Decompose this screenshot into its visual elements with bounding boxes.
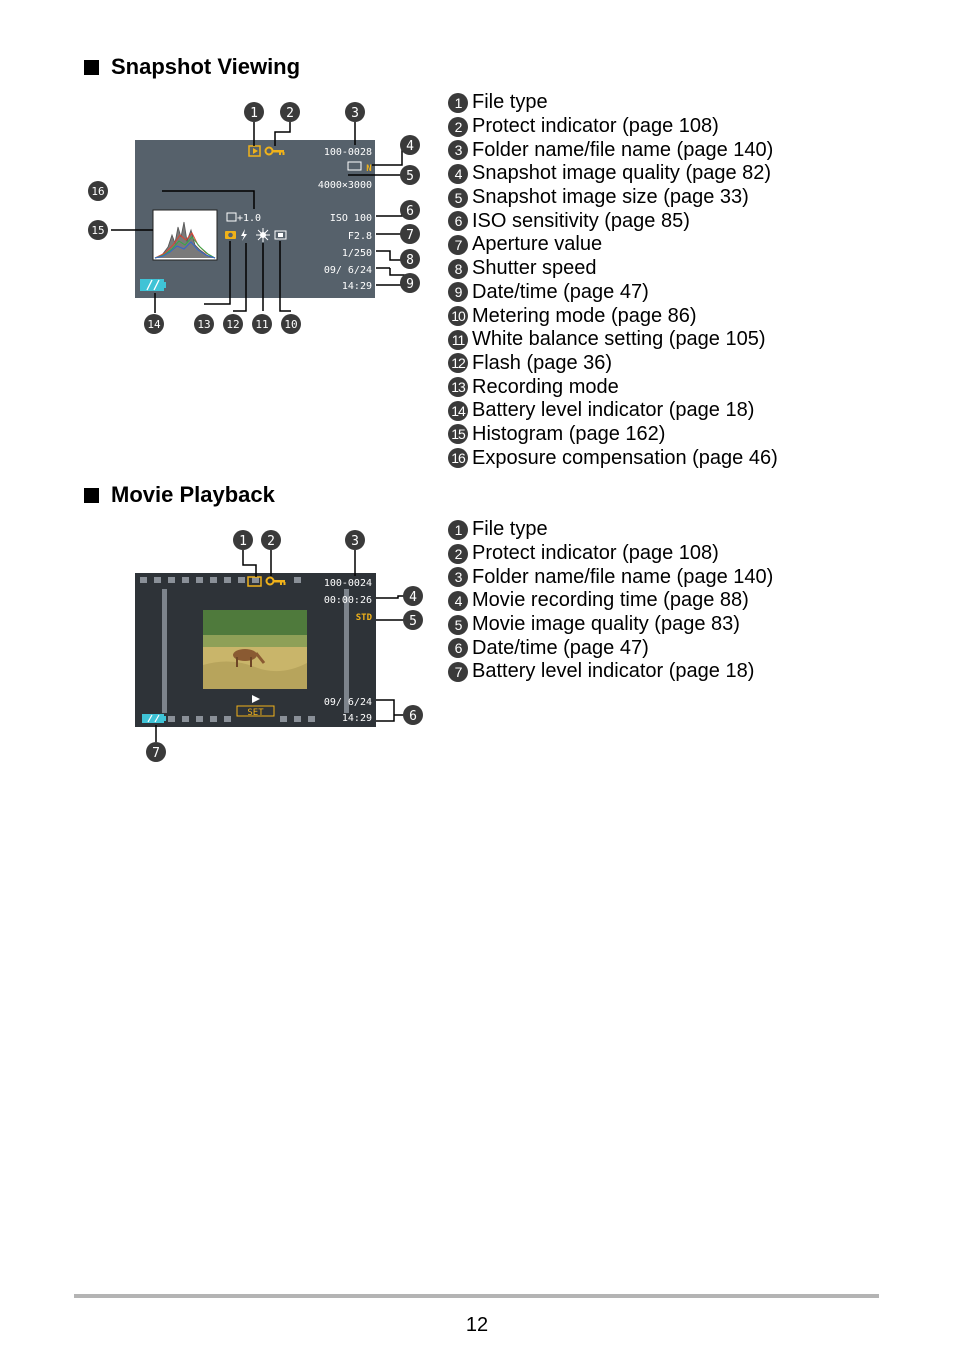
callout-3 [345,530,365,550]
svg-text:3: 3 [351,534,359,549]
legend-text: White balance setting (page 105) [472,328,766,351]
set-label: SET [247,708,264,718]
svg-text:15: 15 [91,224,105,237]
snapshot-screen-figure [80,95,440,345]
white-balance-sun-icon [256,228,270,242]
callout-1 [233,530,253,550]
callout-number: 3 [448,140,468,160]
legend-item [448,399,778,423]
legend-text: Folder name/file name (page 140) [472,138,774,161]
page-number: 12 [465,1314,489,1336]
legend-item [448,162,778,186]
legend-text: Recording mode [472,375,619,398]
movie-rec-time: 00:00:26 [323,595,372,606]
callout-number: 6 [448,638,468,658]
svg-text:12: 12 [226,318,240,331]
movie-folder-file: 100-0024 [323,578,372,589]
legend-item [448,542,773,566]
legend-item [448,352,778,376]
legend-item [448,91,778,115]
callout-13 [194,314,214,334]
movie-title: Movie Playback [111,482,275,507]
bullet-square-icon [84,488,99,503]
snapshot-aperture: F2.8 [347,231,372,242]
legend-item [448,613,773,637]
legend-item [448,138,778,162]
movie-time: 14:29 [341,713,372,724]
legend-text: Shutter speed [472,257,597,280]
svg-text:6: 6 [409,709,417,724]
callout-5 [400,165,420,185]
snapshot-iso: ISO 100 [329,213,372,224]
legend-item [448,257,778,281]
callout-number: 10 [448,306,468,326]
snapshot-folder-file: 100-0028 [323,147,372,158]
legend-text: File type [472,518,548,541]
svg-text:13: 13 [197,318,211,331]
movie-thumbnail-deer-image [203,610,307,689]
snapshot-title: Snapshot Viewing [111,54,301,79]
legend-text: Folder name/file name (page 140) [472,565,774,588]
snapshot-image-size: 4000×3000 [317,180,372,191]
svg-text:1: 1 [250,106,258,121]
svg-text:2: 2 [286,106,294,121]
legend-text: ISO sensitivity (page 85) [472,209,690,232]
callout-14 [144,314,164,334]
legend-text: Battery level indicator (page 18) [472,399,755,422]
snapshot-shutter: 1/250 [341,248,372,259]
callout-9 [400,273,420,293]
callout-7 [146,742,166,762]
callout-10 [281,314,301,334]
svg-text:6: 6 [406,204,414,219]
callout-4 [400,135,420,155]
callout-7 [400,224,420,244]
legend-text: Date/time (page 47) [472,636,649,659]
battery-icon [142,714,166,723]
svg-text:5: 5 [406,169,414,184]
legend-item [448,636,773,660]
legend-text: Date/time (page 47) [472,280,649,303]
callout-4 [403,586,423,606]
callout-number: 7 [448,662,468,682]
battery-icon [140,279,166,291]
legend-item [448,209,778,233]
snapshot-exposure: +1.0 [237,213,262,224]
callout-15 [88,220,108,240]
legend-item [448,375,778,399]
svg-text:5: 5 [409,614,417,629]
movie-date: 09/ 6/24 [323,697,372,708]
svg-text:1: 1 [239,534,247,549]
legend-item [448,589,773,613]
svg-text:7: 7 [406,228,414,243]
legend-text: Battery level indicator (page 18) [472,660,755,683]
legend-item [448,281,778,305]
svg-text:8: 8 [406,253,414,268]
callout-number: 8 [448,259,468,279]
callout-number: 11 [448,330,468,350]
svg-text:4: 4 [406,139,414,154]
legend-item [448,446,778,470]
legend-item [448,423,778,447]
footer-divider [74,1294,879,1298]
legend-item [448,518,773,542]
callout-11 [252,314,272,334]
legend-text: Snapshot image size (page 33) [472,186,749,209]
legend-text: Exposure compensation (page 46) [472,446,778,469]
legend-text: Protect indicator (page 108) [472,115,719,138]
histogram [153,210,217,260]
callout-number: 1 [448,520,468,540]
callout-16 [88,181,108,201]
callout-number: 13 [448,377,468,397]
svg-text:16: 16 [91,185,105,198]
legend-text: Protect indicator (page 108) [472,542,719,565]
legend-item [448,233,778,257]
callout-number: 14 [448,401,468,421]
legend-text: Flash (page 36) [472,351,613,374]
callout-number: 4 [448,591,468,611]
legend-text: Movie image quality (page 83) [472,613,740,636]
svg-text:4: 4 [409,590,417,605]
legend-text: Snapshot image quality (page 82) [472,162,772,185]
snapshot-legend [448,91,778,470]
svg-text:9: 9 [406,277,414,292]
callout-number: 15 [448,424,468,444]
legend-text: Aperture value [472,233,603,256]
svg-text:11: 11 [255,318,269,331]
callout-1 [244,102,264,122]
callout-number: 4 [448,164,468,184]
callout-number: 6 [448,211,468,231]
legend-item [448,328,778,352]
movie-quality: STD [355,613,372,623]
snapshot-time: 14:29 [341,281,372,292]
callout-number: 9 [448,282,468,302]
legend-item [448,115,778,139]
movie-screen-figure [80,525,440,770]
callout-6 [400,200,420,220]
callout-6 [403,705,423,725]
callout-number: 2 [448,544,468,564]
callout-number: 3 [448,567,468,587]
legend-item [448,565,773,589]
callout-2 [280,102,300,122]
section-title-movie [84,482,275,508]
movie-legend [448,518,773,684]
svg-text:2: 2 [267,534,275,549]
callout-12 [223,314,243,334]
callout-number: 12 [448,353,468,373]
callout-number: 2 [448,117,468,137]
legend-text: Histogram (page 162) [472,422,666,445]
callout-8 [400,249,420,269]
callout-number: 7 [448,235,468,255]
callout-number: 5 [448,188,468,208]
callout-5 [403,610,423,630]
svg-text:3: 3 [351,106,359,121]
svg-text:7: 7 [152,746,160,761]
callout-number: 1 [448,93,468,113]
callout-number: 5 [448,615,468,635]
section-title-snapshot [84,54,300,80]
legend-item [448,186,778,210]
callout-3 [345,102,365,122]
legend-text: Metering mode (page 86) [472,304,697,327]
snapshot-quality: N [366,164,372,174]
legend-item [448,304,778,328]
callout-number: 16 [448,448,468,468]
svg-text:14: 14 [147,318,161,331]
legend-text: Movie recording time (page 88) [472,589,749,612]
snapshot-date: 09/ 6/24 [323,265,372,276]
callout-2 [261,530,281,550]
svg-text:10: 10 [284,318,298,331]
legend-item [448,660,773,684]
bullet-square-icon [84,60,99,75]
legend-text: File type [472,91,548,114]
